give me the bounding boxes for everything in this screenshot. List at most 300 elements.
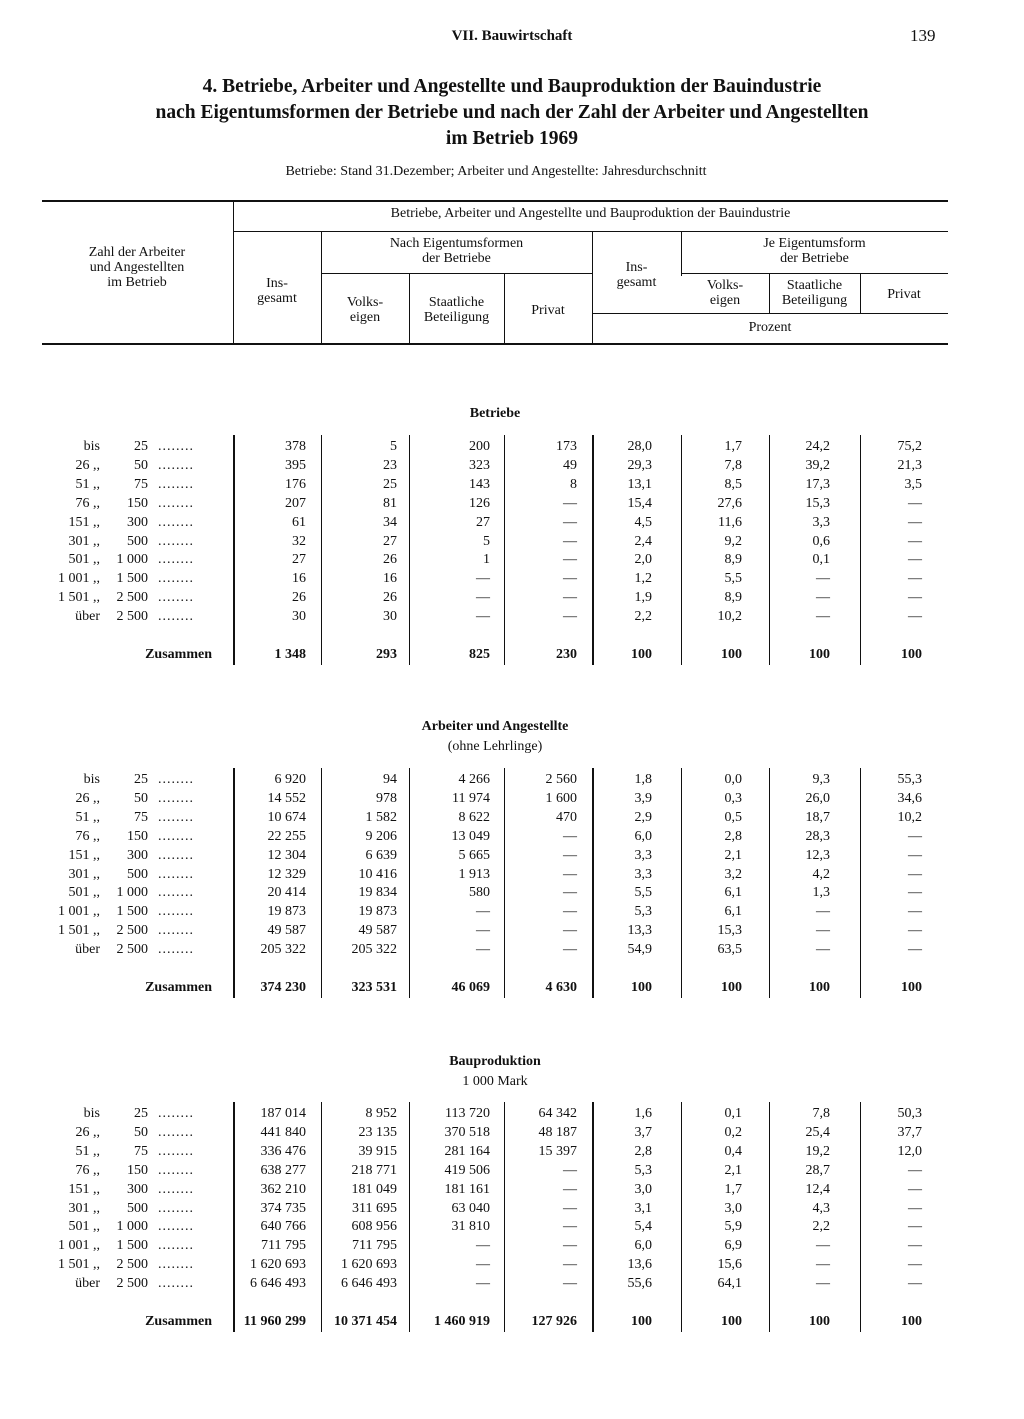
table-cell: 0,1 [812,552,830,567]
table-row [0,590,1024,609]
table-cell: — [908,923,922,938]
row-label-to: 150 [127,829,148,844]
table-cell: 8,9 [724,552,742,567]
table-cell: — [563,515,577,530]
table-cell: 1 460 919 [434,1314,490,1329]
table-cell: 2,9 [634,810,652,825]
table-cell: 10,2 [897,810,922,825]
table-cell: 12 329 [267,867,306,882]
table-cell: 49 [563,458,577,473]
leader-dots: ........ [158,609,194,624]
table-cell: 15,4 [627,496,652,511]
table-cell: 100 [901,980,922,995]
row-label-to: 500 [127,534,148,549]
insgesamt-header: Ins- gesamt [257,276,297,306]
table-cell: 18,7 [805,810,830,825]
table-cell: 638 277 [260,1163,306,1178]
row-label-to: 2 500 [116,923,148,938]
table-cell: — [563,904,577,919]
table-cell: 15 397 [538,1144,577,1159]
volkseigen-header: Volks- eigen [346,295,384,325]
table-cell: 28,0 [627,439,652,454]
table-cell: 6 920 [274,772,306,787]
table-cell: — [908,515,922,530]
table-cell: — [563,885,577,900]
table-cell: 205 322 [351,942,397,957]
row-label-to: 150 [127,1163,148,1178]
table-cell: 336 476 [260,1144,306,1159]
table-cell: 1 348 [274,647,306,662]
table-cell: 6 646 493 [341,1276,397,1291]
row-label-from: 51 ,, [75,477,100,492]
table-cell: 30 [292,609,306,624]
title-line-3: im Betrieb 1969 [445,128,579,149]
table-subtitle: Betriebe: Stand 31.Dezember; Arbeiter und Angestellte: Jahresdurchschnitt [285,164,707,179]
leader-dots: ........ [158,923,194,938]
table-cell: 218 771 [351,1163,397,1178]
stub-header: Zahl der Arbeiter und Angestellten im Betrieb [88,245,186,290]
table-cell: 25,4 [805,1125,830,1140]
table-row [0,1238,1024,1257]
row-label-from: 51 ,, [75,1144,100,1159]
table-cell: 2,8 [724,829,742,844]
table-cell: 24,2 [805,439,830,454]
table-cell: 711 795 [261,1238,306,1253]
table-cell: — [908,1182,922,1197]
row-label-from: 1 001 ,, [58,1238,100,1253]
table-cell: 100 [809,980,830,995]
table-cell: 49 587 [267,923,306,938]
row-label-from: 76 ,, [75,1163,100,1178]
table-cell: 10 416 [358,867,397,882]
row-label-from: 26 ,, [75,1125,100,1140]
table-cell: 28,7 [805,1163,830,1178]
table-cell: — [476,571,490,586]
table-cell: 13,6 [627,1257,652,1272]
top-group-rule [233,231,948,232]
table-cell: 1 620 693 [341,1257,397,1272]
table-cell: 370 518 [444,1125,490,1140]
leader-dots: ........ [158,1182,194,1197]
total-row [0,1314,1024,1333]
leader-dots: ........ [158,791,194,806]
table-cell: 14 552 [267,791,306,806]
table-cell: — [476,1257,490,1272]
table-cell: 12,3 [805,848,830,863]
table-cell: 29,3 [627,458,652,473]
table-cell: 293 [376,647,397,662]
table-cell: 49 587 [358,923,397,938]
row-label-from: über [75,609,100,624]
table-row [0,1201,1024,1220]
table-cell: 11 960 299 [243,1314,306,1329]
table-cell: — [908,942,922,957]
table-row [0,1219,1024,1238]
row-label-to: 1 000 [116,552,148,567]
row-label-to: 1 500 [116,904,148,919]
row-label-to: 1 500 [116,1238,148,1253]
table-cell: 8,9 [724,590,742,605]
table-cell: — [908,867,922,882]
table-cell: 23 [383,458,397,473]
table-cell: 25 [383,477,397,492]
je-privat-header: Privat [887,287,921,302]
table-cell: — [563,923,577,938]
row-label-to: 50 [134,458,148,473]
table-cell: 281 164 [444,1144,490,1159]
table-cell: 28,3 [805,829,830,844]
table-cell: 26 [383,552,397,567]
table-cell: 0,6 [812,534,830,549]
je-group-rule [681,273,948,274]
table-cell: — [563,1219,577,1234]
table-cell: 187 014 [260,1106,306,1121]
table-cell: — [908,534,922,549]
table-row [0,791,1024,810]
row-label-from: 1 501 ,, [58,590,100,605]
table-row [0,848,1024,867]
table-cell: 26,0 [805,791,830,806]
table-cell: 3,5 [904,477,922,492]
table-cell: — [563,534,577,549]
table-row [0,923,1024,942]
top-group-header: Betriebe, Arbeiter und Angestellte und Bauproduktion der Bauindustrie [390,206,791,221]
table-cell: 825 [469,647,490,662]
row-label-from: über [75,942,100,957]
table-cell: — [563,1257,577,1272]
table-row [0,810,1024,829]
table-cell: 19,2 [805,1144,830,1159]
header-top-rule [42,200,948,202]
table-cell: 23 135 [358,1125,397,1140]
table-cell: 8 952 [365,1106,397,1121]
table-cell: 31 810 [451,1219,490,1234]
row-label-from: 501 ,, [68,885,100,900]
table-cell: 378 [285,439,306,454]
table-cell: 3,3 [634,848,652,863]
total-label: Zusammen [145,1314,212,1329]
table-cell: 5,4 [634,1219,652,1234]
privat-header: Privat [531,303,565,318]
table-cell: 17,3 [805,477,830,492]
table-cell: — [563,829,577,844]
section-title: Arbeiter und Angestellte [421,719,569,734]
table-cell: 0,3 [724,791,742,806]
table-cell: 64,1 [717,1276,742,1291]
leader-dots: ........ [158,885,194,900]
table-cell: 100 [721,1314,742,1329]
table-cell: — [476,923,490,938]
table-cell: 113 720 [445,1106,490,1121]
table-cell: 54,9 [627,942,652,957]
table-cell: 5 [390,439,397,454]
insgesamt-pct-header: Ins- gesamt [616,260,657,290]
table-cell: — [563,496,577,511]
row-label-from: 1 001 ,, [58,904,100,919]
row-label-to: 50 [134,791,148,806]
leader-dots: ........ [158,772,194,787]
leader-dots: ........ [158,571,194,586]
table-cell: 441 840 [260,1125,306,1140]
table-cell: 143 [469,477,490,492]
table-cell: 4 630 [545,980,577,995]
table-cell: 3,1 [634,1201,652,1216]
staatliche-header: Staatliche Beteiligung [423,295,490,325]
table-cell: — [816,923,830,938]
table-cell: 2,4 [634,534,652,549]
table-cell: 2 560 [545,772,577,787]
table-cell: 39 915 [358,1144,397,1159]
table-cell: 22 255 [267,829,306,844]
row-label-from: 151 ,, [68,848,100,863]
table-cell: — [908,1276,922,1291]
table-cell: 55,6 [627,1276,652,1291]
row-label-from: 1 001 ,, [58,571,100,586]
row-label-from: 1 501 ,, [58,923,100,938]
table-cell: 94 [383,772,397,787]
table-cell: — [908,1163,922,1178]
row-label-from: 151 ,, [68,515,100,530]
table-cell: 419 506 [444,1163,490,1178]
table-cell: 75,2 [897,439,922,454]
table-cell: 19 873 [358,904,397,919]
table-cell: — [563,867,577,882]
prozent-header: Prozent [748,320,792,335]
table-cell: — [563,1238,577,1253]
leader-dots: ........ [158,496,194,511]
table-cell: 20 414 [267,885,306,900]
row-label-to: 75 [134,1144,148,1159]
row-label-from: 301 ,, [68,1201,100,1216]
table-cell: 9 206 [365,829,397,844]
table-cell: 1 620 693 [250,1257,306,1272]
je-volkseigen-header: Volks- eigen [706,278,744,308]
table-cell: — [908,885,922,900]
table-cell: 230 [556,647,577,662]
stub-divider [233,200,234,343]
table-cell: 1,8 [634,772,652,787]
table-cell: 15,3 [805,496,830,511]
table-cell: 5,9 [724,1219,742,1234]
chapter-heading: VII. Bauwirtschaft [451,28,573,44]
table-row [0,867,1024,886]
table-cell: 3,3 [812,515,830,530]
table-row [0,571,1024,590]
row-label-from: 76 ,, [75,829,100,844]
row-label-to: 2 500 [116,590,148,605]
row-label-to: 300 [127,1182,148,1197]
row-label-from: 26 ,, [75,791,100,806]
leader-dots: ........ [158,1144,194,1159]
table-cell: 4,2 [812,867,830,882]
table-cell: 37,7 [897,1125,922,1140]
table-cell: 100 [631,980,652,995]
table-cell: 374 735 [260,1201,306,1216]
table-cell: — [563,590,577,605]
row-label-from: bis [83,772,100,787]
table-cell: 711 795 [352,1238,397,1253]
table-cell: 34 [383,515,397,530]
table-cell: 12,4 [805,1182,830,1197]
table-cell: 3,0 [724,1201,742,1216]
table-title [60,74,964,152]
table-cell: 27 [383,534,397,549]
table-cell: — [476,942,490,957]
je-group-header: Je Eigentumsform der Betriebe [763,236,866,266]
table-cell: 27 [292,552,306,567]
table-cell: 1 [483,552,490,567]
nach-group-header: Nach Eigentumsformen der Betriebe [389,236,524,266]
table-cell: 19 873 [267,904,306,919]
table-cell: — [816,609,830,624]
table-cell: 173 [556,439,577,454]
leader-dots: ........ [158,1276,194,1291]
table-cell: 55,3 [897,772,922,787]
table-cell: — [563,1276,577,1291]
table-cell: 8 622 [458,810,490,825]
table-cell: — [563,1182,577,1197]
table-cell: 10 674 [267,810,306,825]
table-cell: — [816,1257,830,1272]
table-cell: 395 [285,458,306,473]
row-label-to: 2 500 [116,1257,148,1272]
table-cell: 100 [721,980,742,995]
leader-dots: ........ [158,810,194,825]
table-cell: 5 665 [458,848,490,863]
table-cell: 7,8 [724,458,742,473]
leader-dots: ........ [158,1201,194,1216]
row-label-to: 150 [127,496,148,511]
table-cell: 61 [292,515,306,530]
leader-dots: ........ [158,1125,194,1140]
table-row [0,1163,1024,1182]
table-cell: 311 695 [352,1201,397,1216]
table-cell: 26 [292,590,306,605]
table-cell: 13 049 [451,829,490,844]
table-cell: 1 582 [365,810,397,825]
table-cell: 27,6 [717,496,742,511]
table-cell: 30 [383,609,397,624]
row-label-to: 75 [134,477,148,492]
leader-dots: ........ [158,1163,194,1178]
table-cell: — [908,1219,922,1234]
table-cell: 39,2 [805,458,830,473]
table-cell: 580 [469,885,490,900]
leader-dots: ........ [158,1219,194,1234]
table-cell: 3,0 [634,1182,652,1197]
table-cell: 2,0 [634,552,652,567]
table-cell: — [563,1201,577,1216]
table-cell: — [908,1238,922,1253]
title-line-1: 4. Betriebe, Arbeiter und Angestellte und Bauproduktion der Bauindustrie [202,76,822,97]
row-label-to: 2 500 [116,942,148,957]
table-cell: — [816,1276,830,1291]
table-cell: 11 974 [452,791,490,806]
total-row [0,980,1024,999]
table-row [0,885,1024,904]
table-cell: 127 926 [531,1314,577,1329]
table-cell: 2,1 [724,1163,742,1178]
row-label-to: 1 500 [116,571,148,586]
table-cell: 21,3 [897,458,922,473]
table-cell: 26 [383,590,397,605]
leader-dots: ........ [158,552,194,567]
table-cell: 1,7 [724,1182,742,1197]
table-cell: — [476,904,490,919]
table-cell: 8,5 [724,477,742,492]
je-staatliche-header: Staatliche Beteiligung [781,278,848,308]
leader-dots: ........ [158,590,194,605]
table-cell: — [908,571,922,586]
table-row [0,942,1024,961]
table-cell: 2,2 [634,609,652,624]
table-cell: 10 371 454 [334,1314,397,1329]
table-cell: 3,9 [634,791,652,806]
table-cell: 19 834 [358,885,397,900]
title-line-2: nach Eigentumsformen der Betriebe und nach der Zahl der Arbeiter und Angestellten [155,102,869,123]
table-cell: 81 [383,496,397,511]
table-row [0,609,1024,628]
table-cell: 13,3 [627,923,652,938]
leader-dots: ........ [158,829,194,844]
table-cell: 6,1 [724,904,742,919]
table-cell: — [908,496,922,511]
section-title: Betriebe [469,406,521,421]
row-label-to: 500 [127,867,148,882]
table-cell: 4,3 [812,1201,830,1216]
total-label: Zusammen [145,647,212,662]
table-row [0,439,1024,458]
row-label-from: bis [83,439,100,454]
row-label-to: 2 500 [116,1276,148,1291]
row-label-to: 25 [134,772,148,787]
table-cell: 48 187 [538,1125,577,1140]
table-cell: 13,1 [627,477,652,492]
table-cell: 46 069 [451,980,490,995]
table-cell: — [563,942,577,957]
table-cell: 8 [570,477,577,492]
table-cell: 16 [383,571,397,586]
table-cell: 5,3 [634,904,652,919]
table-cell: 27 [476,515,490,530]
table-cell: 34,6 [897,791,922,806]
table-cell: 1,3 [812,885,830,900]
table-cell: 100 [809,1314,830,1329]
prozent-rule [592,313,948,314]
table-row [0,829,1024,848]
row-label-to: 1 000 [116,885,148,900]
table-row [0,1144,1024,1163]
row-label-to: 25 [134,439,148,454]
table-row [0,1106,1024,1125]
row-label-to: 500 [127,1201,148,1216]
row-label-from: 1 501 ,, [58,1257,100,1272]
table-row [0,1125,1024,1144]
table-cell: 15,3 [717,923,742,938]
table-cell: — [563,571,577,586]
table-cell: 1 913 [458,867,490,882]
row-label-from: 501 ,, [68,552,100,567]
row-label-to: 2 500 [116,609,148,624]
table-cell: 0,5 [724,810,742,825]
table-cell: 7,8 [812,1106,830,1121]
row-label-from: 501 ,, [68,1219,100,1234]
table-cell: 32 [292,534,306,549]
table-cell: — [563,848,577,863]
table-cell: 2,8 [634,1144,652,1159]
row-label-from: 301 ,, [68,867,100,882]
row-label-from: 151 ,, [68,1182,100,1197]
